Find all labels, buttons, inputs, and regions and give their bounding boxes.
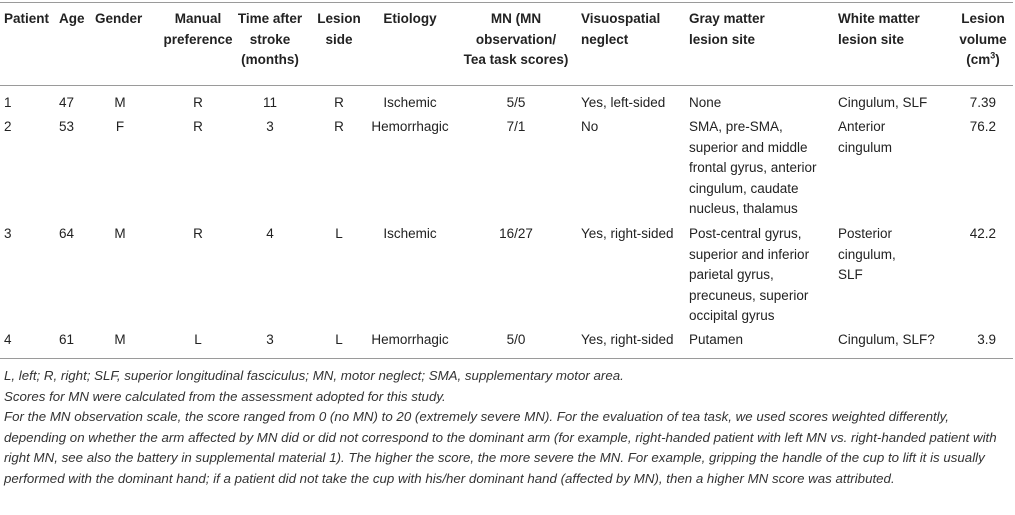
- bottom-rule: [0, 358, 1013, 359]
- cell-side: L: [335, 226, 343, 241]
- cell-gray-matter: Post-central gyrus, superior and inferior parietal gyrus, precuneus, superior occipital gyrus: [689, 226, 810, 323]
- cell-volume: 7.39: [969, 95, 996, 110]
- header-rule: [0, 85, 1013, 86]
- header-mn: MN (MN observation/ Tea task scores): [463, 11, 569, 67]
- cell-volume: 42.2: [969, 226, 996, 241]
- cell-neglect: Yes, right-sided: [581, 226, 674, 241]
- footnote-scores: Scores for MN were calculated from the assessment adopted for this study.: [4, 388, 446, 404]
- cell-manual: L: [194, 332, 202, 347]
- cell-time: 3: [266, 332, 274, 347]
- top-rule: [0, 2, 1013, 3]
- header-white-matter: White matter lesion site: [838, 11, 920, 47]
- cell-patient: 2: [4, 119, 12, 134]
- header-patient: Patient: [4, 11, 50, 26]
- cell-time: 4: [266, 226, 274, 241]
- cell-patient: 1: [4, 95, 12, 110]
- cell-gender: M: [114, 226, 126, 241]
- cell-manual: R: [193, 226, 203, 241]
- cell-gender: F: [115, 119, 125, 134]
- header-gender: Gender: [95, 11, 143, 26]
- cell-gray-matter: Putamen: [689, 332, 744, 347]
- cell-side: L: [335, 332, 343, 347]
- cell-side: R: [334, 95, 344, 110]
- cell-gender: M: [114, 332, 126, 347]
- cell-etiology: Ischemic: [383, 95, 437, 110]
- cell-neglect: Yes, left-sided: [581, 95, 666, 110]
- cell-mn: 5/5: [506, 95, 526, 110]
- cell-time: 3: [266, 119, 274, 134]
- cell-etiology: Hemorrhagic: [371, 332, 449, 347]
- cell-white-matter: Posterior cingulum, SLF: [838, 226, 896, 282]
- cell-age: 64: [59, 226, 75, 241]
- footnote-scale: For the MN observation scale, the score ranged from 0 (no MN) to 20 (extremely severe MN). For the evaluation of tea task, we used scores weighted differently, depending on whether the arm affected by MN did or did not correspond to the dominant arm (for example, right-handed patient with left MN vs. right-handed patient with right MN, see also the battery in supplemental material 1). The higher the score, the more severe the MN. For example, gripping the handle of the cup to lift it is usually performed with the dominant hand; if a patient did not take the cup with his/her dominant hand (affected by MN), then a higher MN score was attributed.: [4, 409, 997, 486]
- cell-volume: 76.2: [969, 119, 996, 134]
- cell-white-matter: Cingulum, SLF: [838, 95, 928, 110]
- header-age: Age: [59, 11, 85, 26]
- cell-neglect: Yes, right-sided: [581, 332, 674, 347]
- cell-mn: 5/0: [506, 332, 526, 347]
- header-lesion-side: Lesion side: [317, 11, 361, 47]
- cell-gender: M: [114, 95, 126, 110]
- footnote-abbreviations: L, left; R, right; SLF, superior longitudinal fasciculus; MN, motor neglect; SMA, supplementary motor area.: [4, 368, 624, 383]
- cell-gray-matter: None: [689, 95, 722, 110]
- cell-side: R: [334, 119, 344, 134]
- cell-age: 61: [59, 332, 75, 347]
- header-manual-preference: Manual preference: [163, 11, 233, 47]
- cell-patient: 4: [4, 332, 12, 347]
- cell-white-matter: Cingulum, SLF?: [838, 332, 935, 347]
- header-time-after-stroke: Time after stroke (months): [237, 11, 303, 67]
- cell-manual: R: [193, 95, 203, 110]
- cell-age: 47: [59, 95, 75, 110]
- cell-age: 53: [59, 119, 75, 134]
- cell-neglect: No: [581, 119, 599, 134]
- header-visuospatial-neglect: Visuospatial neglect: [581, 11, 661, 47]
- cell-etiology: Hemorrhagic: [371, 119, 449, 134]
- cell-mn: 16/27: [499, 226, 533, 241]
- cell-manual: R: [193, 119, 203, 134]
- cell-mn: 7/1: [506, 119, 526, 134]
- table-footnotes: [4, 366, 1012, 489]
- header-gray-matter: Gray matter lesion site: [689, 11, 765, 47]
- header-lesion-volume: Lesion volume $(cm^3)$: [959, 11, 1007, 67]
- cell-time: 11: [262, 95, 277, 110]
- header-etiology: Etiology: [383, 11, 437, 26]
- cell-gray-matter: SMA, pre-SMA, superior and middle frontal gyrus, anterior cingulum, caudate nucleus, thalamus: [689, 119, 817, 216]
- cell-etiology: Ischemic: [383, 226, 437, 241]
- cell-white-matter: Anterior cingulum: [838, 119, 893, 155]
- cell-volume: 3.9: [977, 332, 996, 347]
- cell-patient: 3: [4, 226, 12, 241]
